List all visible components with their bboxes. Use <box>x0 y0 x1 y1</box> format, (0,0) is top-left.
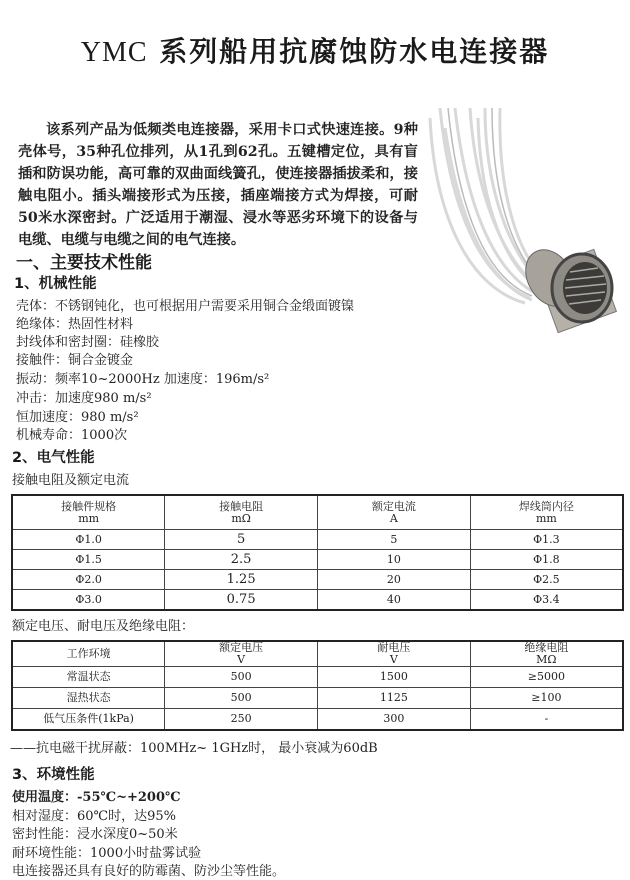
emi-shielding-note: ——抗电磁干扰屏蔽：100MHz~ 1GHz时， 最小衰减为60dB <box>10 741 378 756</box>
header-cell: 工作环境 <box>12 641 165 667</box>
title-latin: YMC <box>80 37 148 68</box>
mechanical-item: 冲击：加速度980 m/s² <box>16 391 152 406</box>
page-title <box>0 30 630 70</box>
mechanical-heading: 1、机械性能 <box>14 276 97 292</box>
mechanical-item: 接触件：铜合金镀金 <box>16 353 134 368</box>
contact-resistance-table <box>11 494 624 611</box>
table-row: 常温状态 500 1500 ≥5000 <box>12 667 623 688</box>
mechanical-item: 振动：频率10~2000Hz 加速度：196m/s² <box>16 372 270 387</box>
section-heading: 一、主要技术性能 <box>16 253 152 273</box>
connector-photo <box>420 108 630 333</box>
header-cell: 绝缘电阻 MΩ <box>470 641 623 667</box>
header-cell: 接触电阻 mΩ <box>165 495 318 530</box>
electrical-heading: 2、电气性能 <box>12 450 95 466</box>
header-cell: 焊线筒内径 mm <box>470 495 623 530</box>
table-row: 低气压条件(1kPa) 250 300 - <box>12 709 623 731</box>
mechanical-item: 绝缘体：热固性材料 <box>16 317 134 332</box>
mechanical-item: 封线体和密封圈：硅橡胶 <box>16 335 160 350</box>
table-row: Φ1.0 5 5 Φ1.3 <box>12 530 623 550</box>
voltage-insulation-table <box>11 640 624 731</box>
environmental-item: 电连接器还具有良好的防霉菌、防沙尘等性能。 <box>12 864 286 879</box>
header-cell: 额定电压 V <box>165 641 318 667</box>
table-row: Φ3.0 0.75 40 Φ3.4 <box>12 590 623 611</box>
environmental-heading: 3、环境性能 <box>12 767 95 783</box>
mechanical-item: 恒加速度：980 m/s² <box>16 410 139 425</box>
header-cell: 额定电流 A <box>318 495 471 530</box>
table-row: 湿热状态 500 1125 ≥100 <box>12 688 623 709</box>
title-chinese: 系列船用抗腐蚀防水电连接器 <box>159 35 550 68</box>
table-header-row <box>12 641 623 667</box>
environmental-item: 相对湿度：60℃时，达95% <box>12 809 176 824</box>
header-cell: 接触件规格 mm <box>12 495 165 530</box>
table1-title: 接触电阻及额定电流 <box>12 473 130 488</box>
table-row: Φ1.5 2.5 10 Φ1.8 <box>12 550 623 570</box>
mechanical-item: 机械寿命：1000次 <box>16 428 128 443</box>
environmental-item: 耐环境性能：1000小时盐雾试验 <box>12 846 202 861</box>
table-row: Φ2.0 1.25 20 Φ2.5 <box>12 570 623 590</box>
table-header-row <box>12 495 623 530</box>
intro-paragraph: 该系列产品为低频类电连接器，采用卡口式快速连接。9种壳体号，35种孔位排列，从1孔到62孔。五键槽定位，具有盲插和防误功能，高可靠的双曲面线簧孔，使连接器插拔柔和，接触电阻小。插头端接形式为压接，插座端接方式为焊接，可耐50米水深密封。广泛适用于潮湿、浸水等恶劣环境下的设备与电缆、电缆与电缆之间的电气连接。 <box>18 122 418 248</box>
table2-title: 额定电压、耐电压及绝缘电阻： <box>12 619 195 634</box>
environmental-item: 密封性能：浸水深度0~50米 <box>12 827 178 842</box>
mechanical-item: 壳体：不锈钢钝化，也可根据用户需要采用铜合金缎面镀镍 <box>16 299 355 314</box>
header-cell: 耐电压 V <box>318 641 471 667</box>
environmental-item: 使用温度：-55℃~+200℃ <box>12 790 181 805</box>
